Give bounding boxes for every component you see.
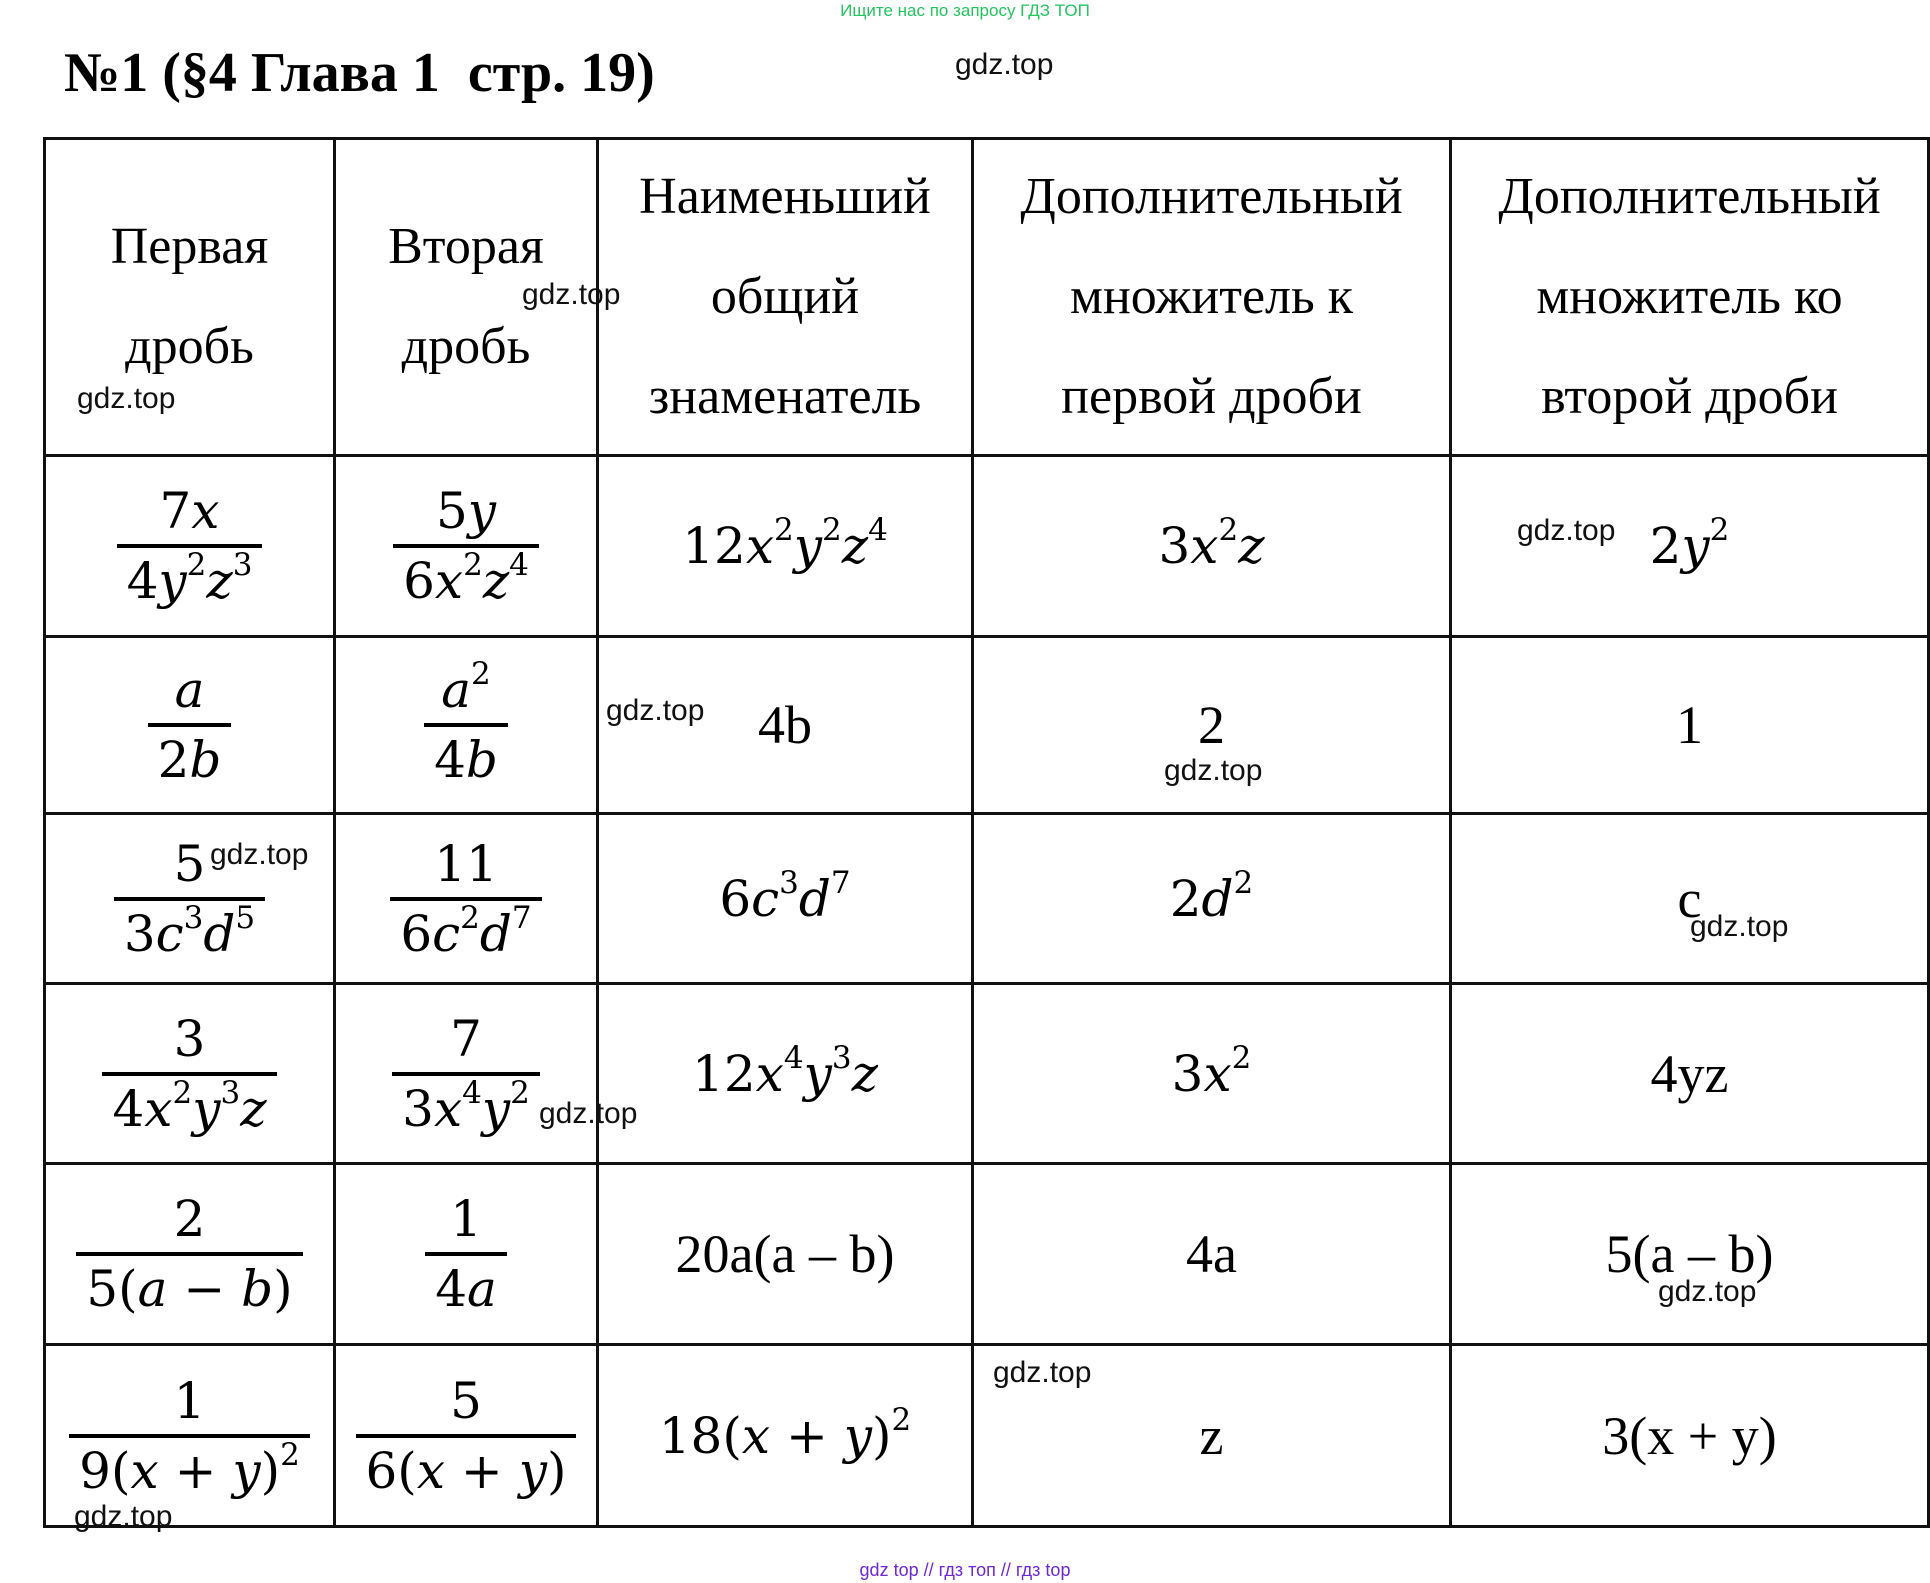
watermark: gdz.top xyxy=(210,838,309,871)
lcd-cell: 4b xyxy=(598,637,973,814)
first-fraction xyxy=(69,1368,310,1504)
header-first-fraction: Первая дробь xyxy=(45,139,335,456)
denominator: 6(x + y) xyxy=(356,1434,577,1504)
numerator: 11 xyxy=(434,834,498,893)
denominator: $3x^4y^2$ xyxy=(392,1072,540,1142)
denominator: $9(x + y)^2$ xyxy=(69,1434,310,1504)
denominator: 4b xyxy=(424,723,508,793)
denominator: 5(a − b) xyxy=(76,1252,302,1322)
page-title: №1 (§4 Глава 1 стр. 19) xyxy=(64,42,655,104)
watermark: gdz.top xyxy=(74,1500,173,1533)
first-fraction xyxy=(102,1006,276,1142)
lcd-cell: $6c^3d^7$ xyxy=(598,814,973,984)
factor-first-cell: 4a xyxy=(973,1164,1451,1345)
first-fraction-cell xyxy=(45,1164,335,1345)
second-fraction-cell xyxy=(335,456,598,637)
watermark: gdz.top xyxy=(522,278,621,311)
factor-first-cell: $3x^2$ xyxy=(973,984,1451,1164)
second-fraction-cell xyxy=(335,814,598,984)
answer-table xyxy=(43,137,1930,1528)
header-factor-second: Дополнительный множитель ко второй дроби xyxy=(1451,139,1929,456)
factor-second-cell: 3(x + y) xyxy=(1451,1345,1929,1527)
numerator: 7 xyxy=(450,1009,482,1068)
lcd-cell: $18(x + y)^2$ xyxy=(598,1345,973,1527)
denominator: $6x^2z^4$ xyxy=(393,544,539,614)
numerator: 1 xyxy=(173,1371,206,1430)
header-lcd: Наименьший общий знаменатель xyxy=(598,139,973,456)
denominator: $6c^2d^7$ xyxy=(390,897,541,967)
numerator: 5 xyxy=(173,834,206,893)
factor-second-cell: 4yz xyxy=(1451,984,1929,1164)
second-fraction-cell xyxy=(335,1164,598,1345)
second-fraction xyxy=(356,1368,577,1504)
second-fraction xyxy=(425,1186,507,1322)
denominator: $4x^2y^3z$ xyxy=(102,1072,276,1142)
table-row xyxy=(45,456,1929,637)
top-banner: Ищите нас по запросу ГДЗ ТОП xyxy=(840,1,1090,20)
watermark: gdz.top xyxy=(1658,1275,1757,1308)
header-second-fraction: Вторая дробь xyxy=(335,139,598,456)
denominator: $3c^3d^5$ xyxy=(114,897,265,967)
second-fraction-cell xyxy=(335,637,598,814)
numerator: 1 xyxy=(450,1190,482,1248)
first-fraction xyxy=(117,478,263,614)
table-row xyxy=(45,814,1929,984)
numerator: 2 xyxy=(173,1190,206,1248)
second-fraction-cell xyxy=(335,1345,598,1527)
factor-first-cell: z xyxy=(973,1345,1451,1527)
first-fraction xyxy=(76,1186,302,1322)
watermark: gdz.top xyxy=(1690,910,1789,943)
lcd-cell: $12x^4y^3z$ xyxy=(598,984,973,1164)
header-row xyxy=(45,139,1929,456)
watermark: gdz.top xyxy=(955,48,1054,81)
watermark: gdz.top xyxy=(993,1356,1092,1389)
numerator: 5y xyxy=(435,482,497,540)
denominator: 4a xyxy=(425,1252,507,1322)
table-row xyxy=(45,1345,1929,1527)
numerator: 5 xyxy=(450,1371,482,1430)
numerator: a xyxy=(174,661,205,719)
watermark: gdz.top xyxy=(1164,754,1263,787)
watermark: gdz.top xyxy=(77,382,176,415)
factor-first-cell: $2d^2$ xyxy=(973,814,1451,984)
factor-first-cell: 2 xyxy=(973,637,1451,814)
watermark: gdz.top xyxy=(606,694,705,727)
table-row xyxy=(45,637,1929,814)
first-fraction xyxy=(148,657,232,793)
watermark: gdz.top xyxy=(1517,514,1616,547)
factor-second-cell: $2y^2$ xyxy=(1451,456,1929,637)
second-fraction xyxy=(390,831,541,967)
denominator: $4y^2z^3$ xyxy=(117,544,263,614)
second-fraction xyxy=(424,657,508,793)
factor-first-cell: $3x^2z$ xyxy=(973,456,1451,637)
second-fraction xyxy=(392,1006,540,1142)
numerator: 7x xyxy=(159,482,220,540)
denominator: 2b xyxy=(148,723,232,793)
factor-second-cell: 5(a – b) xyxy=(1451,1164,1929,1345)
footer: gdz top // гдз топ // гдз top xyxy=(859,1560,1071,1580)
lcd-cell: $12x^2y^2z^4$ xyxy=(598,456,973,637)
second-fraction xyxy=(393,478,539,614)
lcd-cell: 20a(a – b) xyxy=(598,1164,973,1345)
first-fraction-cell xyxy=(45,984,335,1164)
table-row xyxy=(45,1164,1929,1345)
second-fraction-cell xyxy=(335,984,598,1164)
header-factor-first: Дополнительный множитель к первой дроби xyxy=(973,139,1451,456)
table-row xyxy=(45,984,1929,1164)
numerator: 3 xyxy=(173,1009,206,1068)
factor-second-cell: c xyxy=(1451,814,1929,984)
first-fraction-cell xyxy=(45,637,335,814)
numerator: $a^2$ xyxy=(441,655,491,719)
factor-second-cell: 1 xyxy=(1451,637,1929,814)
watermark: gdz.top xyxy=(539,1097,638,1130)
first-fraction-cell xyxy=(45,456,335,637)
